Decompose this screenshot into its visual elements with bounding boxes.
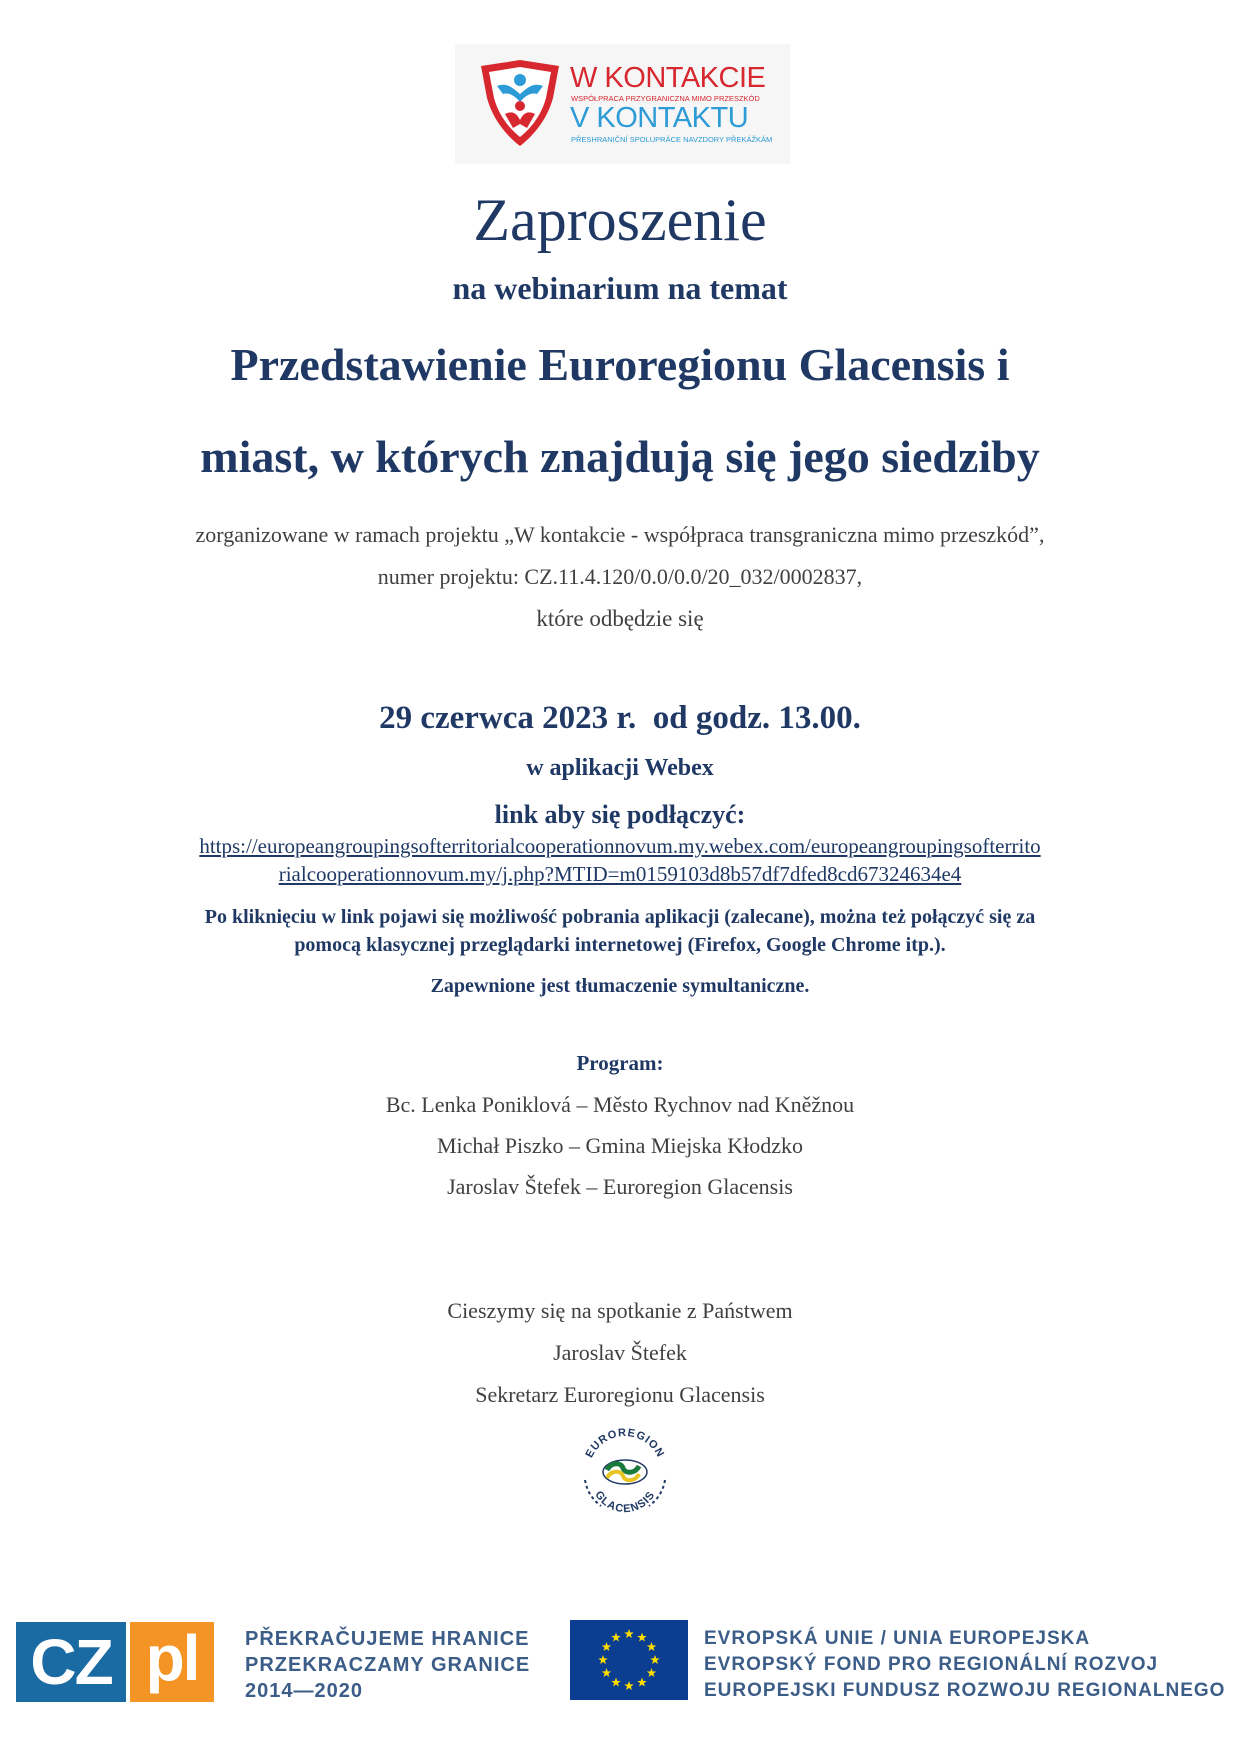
eu-star: [647, 1668, 657, 1677]
eu-line-2: EVROPSKÝ FOND PRO REGIONÁLNÍ ROZVOJ: [704, 1654, 1159, 1675]
project-logo: [455, 44, 790, 164]
euroregion-emblem-icon: [573, 1420, 677, 1524]
euroregion-glacensis-logo: [573, 1420, 677, 1529]
signer-name: Jaroslav Štefek: [553, 1340, 687, 1365]
eu-line-3: EUROPEJSKI FUNDUSZ ROZWOJU REGIONALNEGO: [704, 1680, 1226, 1701]
cz-logo-block: CZ: [16, 1622, 126, 1702]
eu-star: [602, 1642, 612, 1651]
logo-subtitle-cz: PŘESHRANIČNÍ SPOLUPRÁCE NAVZDORY PŘEKÁŽKÁM: [571, 135, 773, 144]
webex-link-line-1[interactable]: https://europeangroupingsofterritorialcooperationnovum.my.webex.com/europeangroupingsofterrito: [199, 834, 1041, 858]
heart-shield-icon: [475, 58, 565, 150]
closing-greeting: Cieszymy się na spotkanie z Państwem: [447, 1298, 793, 1323]
logo-title-pl: W KONTAKCIE: [570, 62, 766, 94]
project-number: numer projektu: CZ.11.4.120/0.0/0.0/20_032/0002837,: [377, 564, 863, 589]
czpl-line-2: PRZEKRACZAMY GRANICE: [245, 1654, 531, 1676]
eu-line-1: EVROPSKÁ UNIE / UNIA EUROPEJSKA: [704, 1628, 1091, 1649]
topic-line-1: Przedstawienie Euroregionu Glacensis i: [230, 339, 1010, 390]
eu-star: [598, 1655, 608, 1664]
topic-line-2: miast, w których znajdują się jego siedziby: [200, 431, 1040, 482]
logo-subtitle-pl: WSPÓŁPRACA PRZYGRANICZNA MIMO PRZESZKÓD: [571, 94, 760, 103]
webex-link-line-2[interactable]: rialcooperationnovum.my/j.php?MTID=m0159103d8b57df7dfed8cd67324634e4: [278, 862, 962, 886]
eu-star: [611, 1632, 621, 1641]
event-app: w aplikacji Webex: [526, 755, 714, 781]
czpl-line-1: PŘEKRAČUJEME HRANICE: [245, 1628, 530, 1650]
eu-flag: [570, 1620, 688, 1700]
svg-text:GLACENSIS: GLACENSIS: [592, 1488, 658, 1516]
eu-star: [637, 1632, 647, 1641]
event-date: 29 czerwca 2023 r. od godz. 13.00.: [379, 700, 861, 736]
will-take-place-text: które odbędzie się: [536, 606, 704, 631]
eu-star: [650, 1655, 660, 1664]
eu-stars-icon: [570, 1620, 688, 1700]
translation-note: Zapewnione jest tłumaczenie symultaniczne.: [430, 975, 810, 997]
program-item: Bc. Lenka Poniklová – Město Rychnov nad Kněžnou: [385, 1092, 855, 1117]
svg-text:EUROREGION: EUROREGION: [583, 1426, 667, 1460]
eu-star: [624, 1629, 634, 1638]
info-line-2: pomocą klasycznej przeglądarki internetowej (Firefox, Google Chrome itp.).: [294, 934, 946, 956]
eu-star: [611, 1678, 621, 1687]
program-item: Michał Piszko – Gmina Miejska Kłodzko: [436, 1133, 803, 1158]
page-subtitle: na webinarium na temat: [452, 270, 788, 306]
page-title: Zaproszenie: [473, 187, 767, 253]
info-line-1: Po kliknięciu w link pojawi się możliwość pobrania aplikacji (zalecane), można też połączyć się za: [204, 906, 1036, 928]
link-label: link aby się podłączyć:: [494, 800, 746, 829]
eu-star: [624, 1681, 634, 1690]
signer-role: Sekretarz Euroregionu Glacensis: [475, 1382, 765, 1407]
eu-star: [602, 1668, 612, 1677]
czpl-line-3: 2014—2020: [245, 1680, 363, 1702]
organized-by-text: zorganizowane w ramach projektu „W kontakcie - współpraca transgraniczna mimo przeszkód”,: [195, 522, 1045, 547]
eu-star: [637, 1678, 647, 1687]
program-label: Program:: [576, 1051, 664, 1075]
logo-title-cz: V KONTAKTU: [570, 102, 749, 134]
eu-star: [647, 1642, 657, 1651]
czpl-program-logo: [16, 1622, 206, 1702]
program-item: Jaroslav Štefek – Euroregion Glacensis: [447, 1174, 793, 1199]
pl-logo-block: pl: [130, 1622, 214, 1702]
